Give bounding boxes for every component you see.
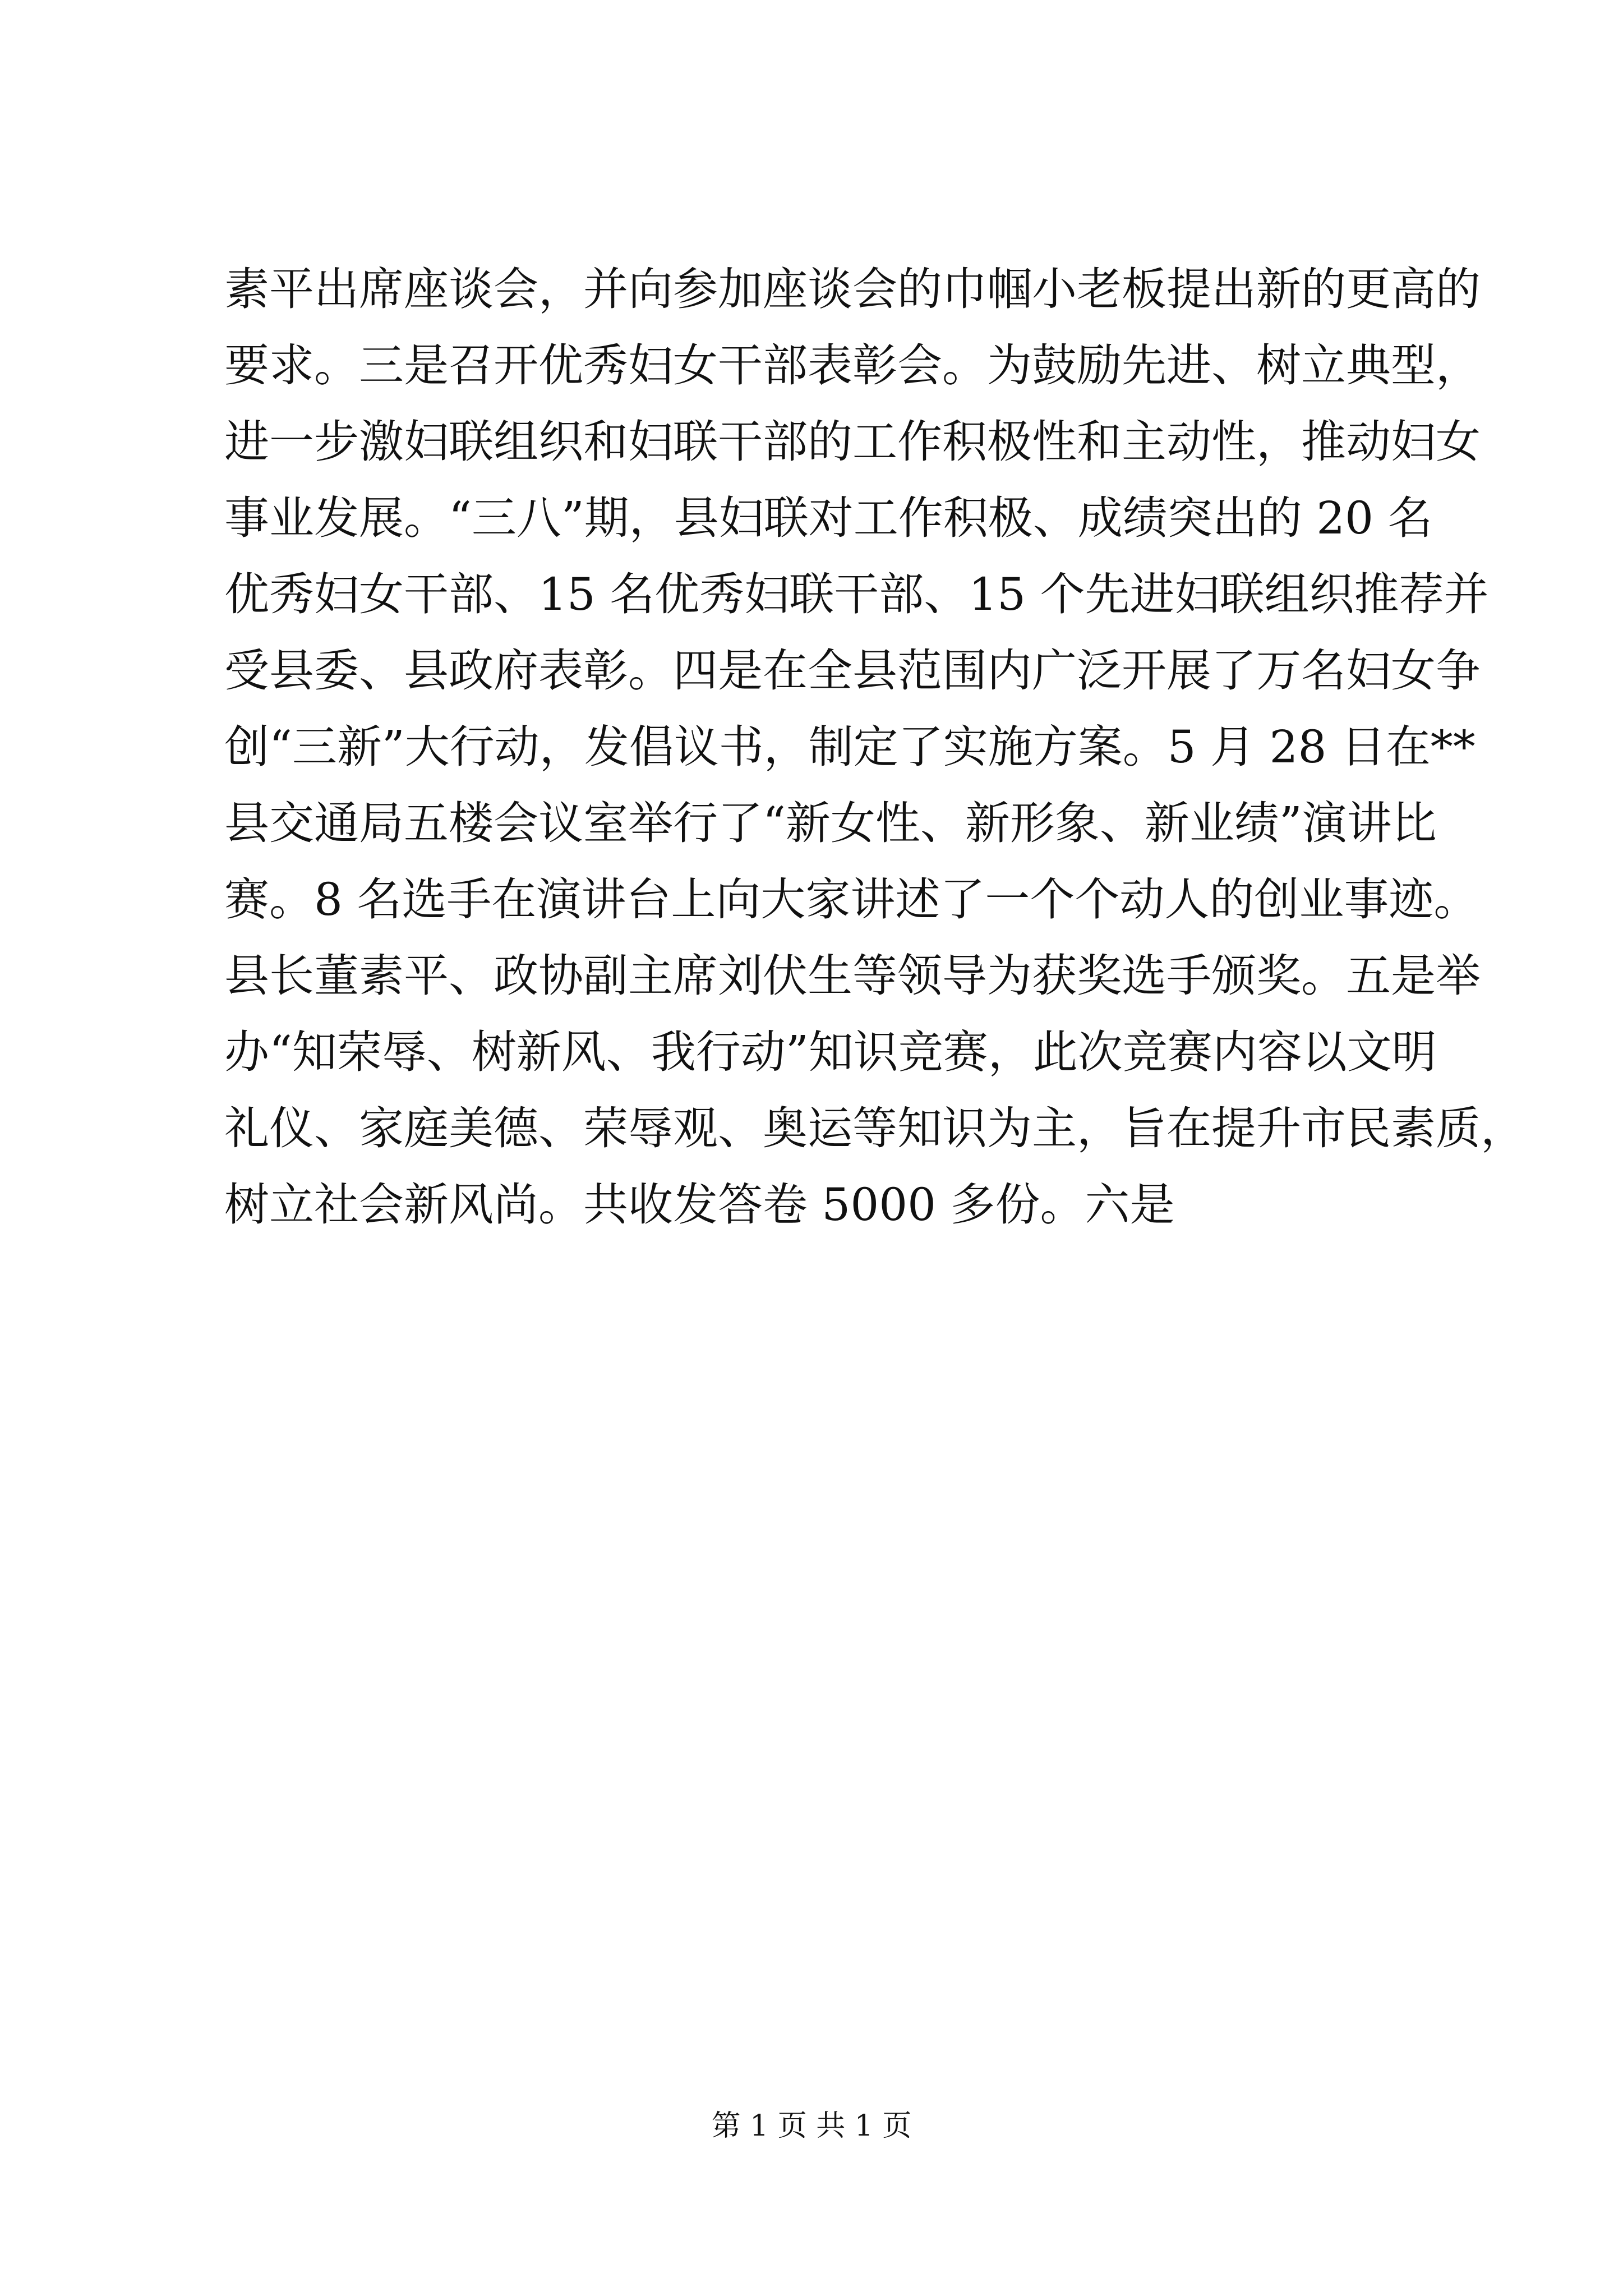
text-line: 办“知荣辱、树新风、我行动”知识竞赛，此次竞赛内容以文明	[224, 1026, 1437, 1078]
text-line: 优秀妇女干部、15 名优秀妇联干部、15 个先进妇联组织推荐并	[224, 568, 1489, 620]
text-line: 受县委、县政府表彰。四是在全县范围内广泛开展了万名妇女争	[224, 645, 1481, 697]
text-line: 进一步激妇联组织和妇联干部的工作积极性和主动性，推动妇女	[224, 416, 1481, 468]
text-line: 赛。8 名选手在演讲台上向大家讲述了一个个动人的创业事迹。	[224, 873, 1479, 926]
text-line: 素平出席座谈会，并向参加座谈会的巾帼小老板提出新的更高的	[224, 263, 1481, 315]
text-line: 创“三新”大行动，发倡议书，制定了实施方案。5 月 28 日在**	[224, 721, 1476, 773]
text-line: 树立社会新风尚。共收发答卷 5000 多份。六是	[224, 1179, 1175, 1231]
text-line: 县交通局五楼会议室举行了“新女性、新形象、新业绩”演讲比	[224, 797, 1437, 849]
text-line: 要求。三是召开优秀妇女干部表彰会。为鼓励先进、树立典型，	[224, 339, 1481, 392]
text-line: 事业发展。“三八”期，县妇联对工作积极、成绩突出的 20 名	[224, 492, 1433, 544]
page-footer: 第 1 页 共 1 页	[711, 2109, 912, 2143]
body-text	[224, 251, 1525, 1243]
text-line: 县长董素平、政协副主席刘伏生等领导为获奖选手颁奖。五是举	[224, 950, 1481, 1002]
text-line: 礼仪、家庭美德、荣辱观、奥运等知识为主，旨在提升市民素质，	[224, 1102, 1525, 1154]
